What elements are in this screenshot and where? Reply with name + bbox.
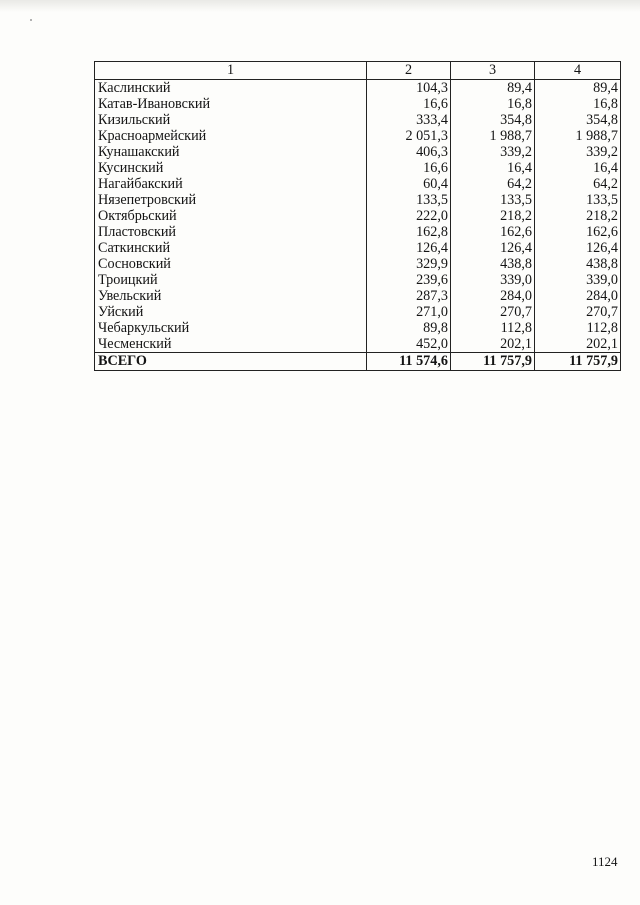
- table-row: [95, 80, 621, 97]
- value-col2: 2 051,3: [367, 128, 451, 144]
- district-name: Чесменский: [95, 336, 367, 353]
- value-col3: 202,1: [451, 336, 535, 353]
- table-row: [95, 320, 621, 336]
- value-col3: 270,7: [451, 304, 535, 320]
- value-col3: 218,2: [451, 208, 535, 224]
- value-col3: 16,8: [451, 96, 535, 112]
- value-col4: 16,4: [535, 160, 621, 176]
- table-row: [95, 176, 621, 192]
- value-col3: 162,6: [451, 224, 535, 240]
- table-row: [95, 224, 621, 240]
- table-row: [95, 304, 621, 320]
- value-col2: 60,4: [367, 176, 451, 192]
- value-col2: 89,8: [367, 320, 451, 336]
- value-col4: 89,4: [535, 80, 621, 97]
- value-col3: 133,5: [451, 192, 535, 208]
- value-col3: 126,4: [451, 240, 535, 256]
- value-col4: 218,2: [535, 208, 621, 224]
- column-header-1: 1: [95, 62, 367, 80]
- value-col4: 126,4: [535, 240, 621, 256]
- value-col2: 104,3: [367, 80, 451, 97]
- value-col2: 239,6: [367, 272, 451, 288]
- total-value-col2: 11 574,6: [367, 353, 451, 371]
- total-value-col3: 11 757,9: [451, 353, 535, 371]
- column-header-3: 3: [451, 62, 535, 80]
- value-col4: 112,8: [535, 320, 621, 336]
- value-col4: 133,5: [535, 192, 621, 208]
- value-col2: 287,3: [367, 288, 451, 304]
- value-col2: 126,4: [367, 240, 451, 256]
- total-value-col4: 11 757,9: [535, 353, 621, 371]
- column-header-2: 2: [367, 62, 451, 80]
- table-row: [95, 112, 621, 128]
- value-col4: 284,0: [535, 288, 621, 304]
- value-col3: 16,4: [451, 160, 535, 176]
- district-name: Нагайбакский: [95, 176, 367, 192]
- value-col2: 271,0: [367, 304, 451, 320]
- value-col4: 1 988,7: [535, 128, 621, 144]
- district-name: Кунашакский: [95, 144, 367, 160]
- value-col2: 406,3: [367, 144, 451, 160]
- district-name: Нязепетровский: [95, 192, 367, 208]
- value-col3: 339,0: [451, 272, 535, 288]
- district-name: Октябрьский: [95, 208, 367, 224]
- district-name: Катав-Ивановский: [95, 96, 367, 112]
- district-name: Пластовский: [95, 224, 367, 240]
- value-col2: 333,4: [367, 112, 451, 128]
- value-col3: 284,0: [451, 288, 535, 304]
- district-name: Троицкий: [95, 272, 367, 288]
- table-row: [95, 128, 621, 144]
- district-name: Уйский: [95, 304, 367, 320]
- table-row: [95, 256, 621, 272]
- value-col3: 438,8: [451, 256, 535, 272]
- column-header-4: 4: [535, 62, 621, 80]
- value-col2: 16,6: [367, 96, 451, 112]
- value-col2: 452,0: [367, 336, 451, 353]
- value-col2: 16,6: [367, 160, 451, 176]
- page-number: 1124: [592, 854, 618, 869]
- value-col4: 202,1: [535, 336, 621, 353]
- table-row: [95, 288, 621, 304]
- value-col4: 16,8: [535, 96, 621, 112]
- table-row: [95, 336, 621, 353]
- district-name: Кусинский: [95, 160, 367, 176]
- table-row: [95, 208, 621, 224]
- value-col3: 89,4: [451, 80, 535, 97]
- value-col2: 329,9: [367, 256, 451, 272]
- district-name: Кизильский: [95, 112, 367, 128]
- table-body: [95, 80, 621, 371]
- district-name: Увельский: [95, 288, 367, 304]
- scan-edge-shade: [0, 0, 640, 12]
- table-row: [95, 192, 621, 208]
- value-col3: 112,8: [451, 320, 535, 336]
- district-name: Красноармейский: [95, 128, 367, 144]
- district-name: Чебаркульский: [95, 320, 367, 336]
- value-col4: 162,6: [535, 224, 621, 240]
- district-name: Каслинский: [95, 80, 367, 97]
- table-row: [95, 240, 621, 256]
- value-col4: 270,7: [535, 304, 621, 320]
- value-col2: 162,8: [367, 224, 451, 240]
- table-header-row: [95, 62, 621, 80]
- total-label: ВСЕГО: [95, 353, 367, 371]
- value-col2: 222,0: [367, 208, 451, 224]
- table-row: [95, 96, 621, 112]
- value-col3: 339,2: [451, 144, 535, 160]
- value-col3: 354,8: [451, 112, 535, 128]
- value-col3: 1 988,7: [451, 128, 535, 144]
- value-col4: 339,2: [535, 144, 621, 160]
- table-row: [95, 144, 621, 160]
- value-col4: 339,0: [535, 272, 621, 288]
- scan-speck: [30, 19, 32, 21]
- value-col4: 354,8: [535, 112, 621, 128]
- value-col4: 438,8: [535, 256, 621, 272]
- district-name: Саткинский: [95, 240, 367, 256]
- value-col2: 133,5: [367, 192, 451, 208]
- district-name: Сосновский: [95, 256, 367, 272]
- table-total-row: [95, 353, 621, 371]
- table-row: [95, 160, 621, 176]
- district-values-table: [94, 61, 621, 371]
- table-row: [95, 272, 621, 288]
- value-col4: 64,2: [535, 176, 621, 192]
- value-col3: 64,2: [451, 176, 535, 192]
